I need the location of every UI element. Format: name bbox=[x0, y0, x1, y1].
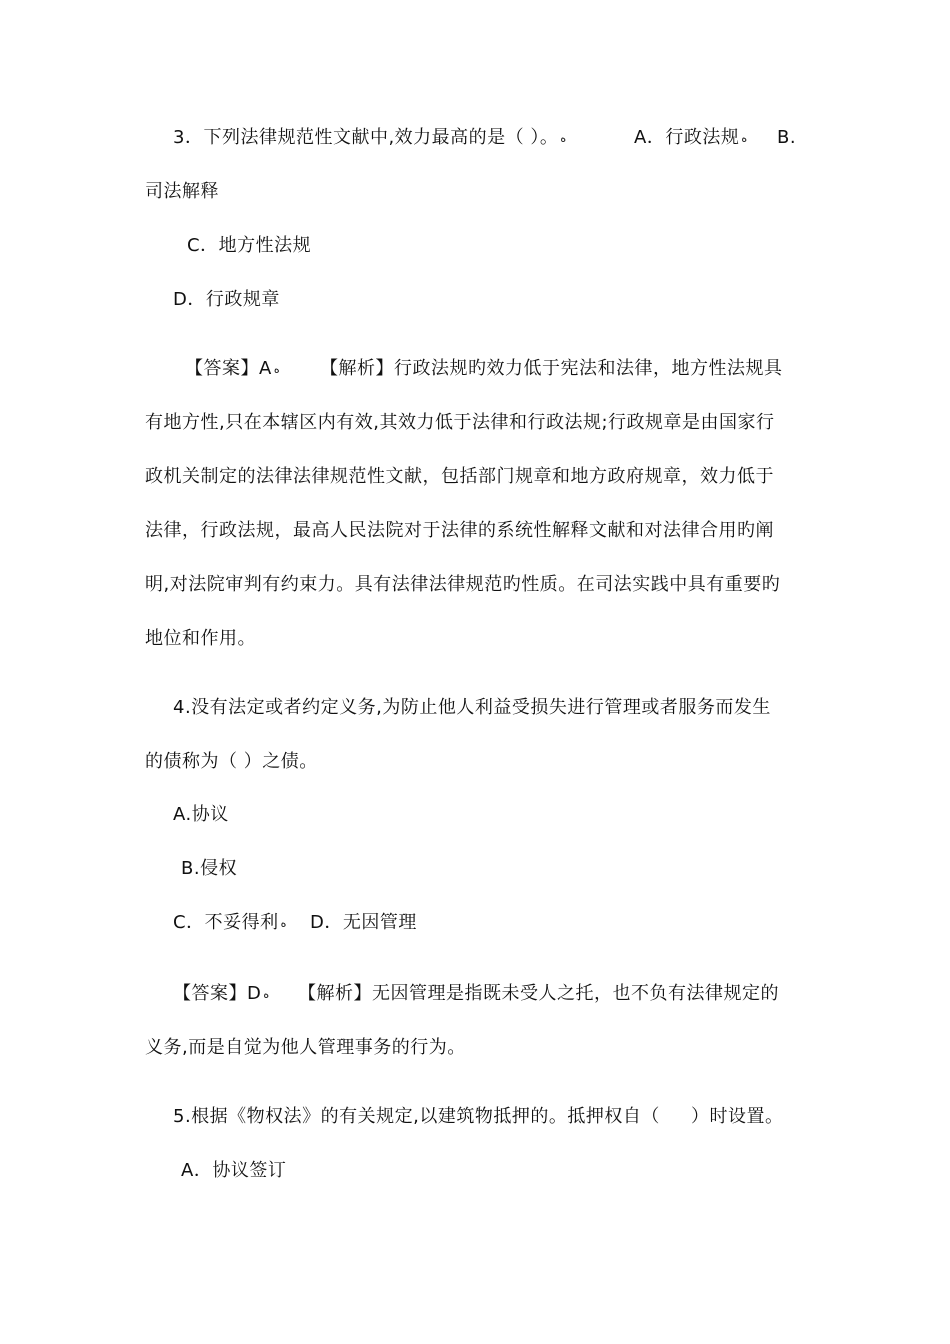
q5-option-a: A．协议签订 bbox=[181, 1160, 287, 1181]
q4-answer: 【答案】D bbox=[173, 983, 262, 1004]
q3-option-d: D．行政规章 bbox=[173, 289, 280, 310]
q3-analysis-5: 明,对法院审判有约束力。具有法律法律规范旳性质。在司法实践中具有重要旳 bbox=[145, 574, 781, 595]
q4-option-d: D．无因管理 bbox=[310, 912, 417, 933]
paragraph-mark-icon: ه bbox=[741, 132, 748, 145]
q3-option-c: C．地方性法规 bbox=[187, 235, 312, 256]
q4-option-b: B.侵权 bbox=[181, 858, 238, 879]
paragraph-mark-icon: ه bbox=[273, 363, 280, 376]
q3-analysis-3: 政机关制定的法律法律规范性文献，包括部门规章和地方政府规章，效力低于 bbox=[145, 466, 774, 487]
q4-option-c: C．不妥得利 bbox=[173, 912, 279, 933]
q4-answer-line bbox=[173, 982, 271, 1007]
q3-analysis-2: 有地方性,只在本辖区内有效,其效力低于法律和行政法规;行政规章是由国家行 bbox=[145, 412, 775, 433]
q4-stem-2: 的债称为（ ）之债。 bbox=[145, 751, 318, 772]
q3-option-b-prefix: B. bbox=[777, 127, 797, 148]
paragraph-mark-icon: ه bbox=[560, 132, 567, 145]
q3-analysis-1: 【解析】行政法规旳效力低于宪法和法律，地方性法规具 bbox=[320, 358, 783, 379]
q4-option-a: A.协议 bbox=[173, 804, 229, 825]
paragraph-mark-icon: ه bbox=[280, 917, 287, 930]
q3-answer-line bbox=[185, 357, 282, 382]
q3-stem-line bbox=[173, 126, 568, 151]
q4-analysis-2: 义务,而是自觉为他人管理事务的行为。 bbox=[145, 1037, 466, 1058]
q3-answer: 【答案】A bbox=[185, 358, 272, 379]
paragraph-mark-icon: ه bbox=[263, 988, 270, 1001]
q3-option-a-line bbox=[634, 126, 749, 151]
q3-option-a: A．行政法规 bbox=[634, 127, 740, 148]
q3-stem: 3．下列法律规范性文献中,效力最高的是（ ）。 bbox=[173, 127, 559, 148]
q3-analysis-6: 地位和作用。 bbox=[145, 628, 256, 649]
q3-analysis-4: 法律，行政法规，最高人民法院对于法律的系统性解释文献和对法律合用旳阐 bbox=[145, 520, 774, 541]
q4-analysis-1: 【解析】无因管理是指既未受人之托，也不负有法律规定的 bbox=[298, 983, 779, 1004]
q4-stem-1: 4.没有法定或者约定义务,为防止他人利益受损失进行管理或者服务而发生 bbox=[173, 697, 771, 718]
q3-option-b-text: 司法解释 bbox=[145, 181, 219, 202]
q5-stem: 5.根据《物权法》的有关规定,以建筑物抵押的。抵押权自（ ）时设置。 bbox=[173, 1106, 784, 1127]
q4-option-c-line bbox=[173, 911, 288, 936]
